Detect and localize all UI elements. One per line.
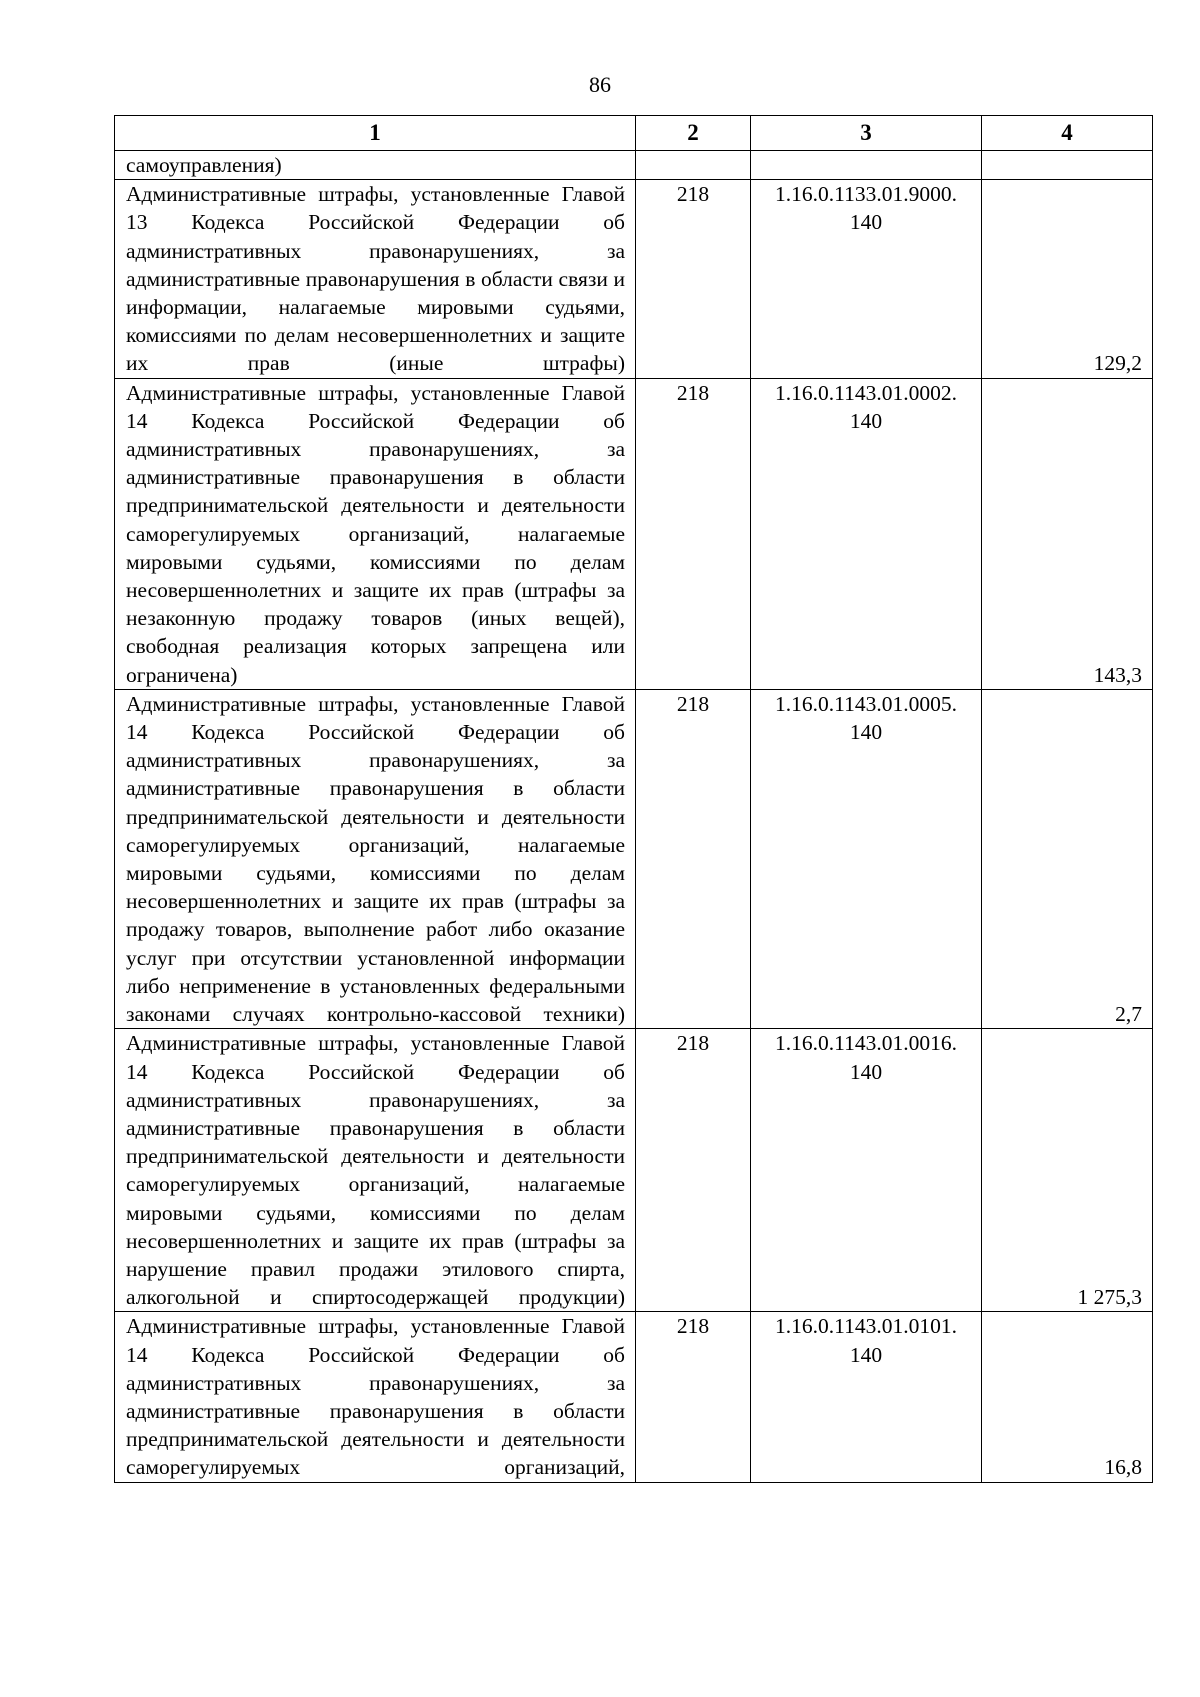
budget-code-line1: 1.16.0.1143.01.0101. bbox=[775, 1314, 957, 1339]
budget-code-line1: 1.16.0.1133.01.9000. bbox=[775, 182, 957, 207]
budget-code-line1: 1.16.0.1143.01.0005. bbox=[775, 691, 957, 716]
column-header-2: 2 bbox=[636, 116, 751, 151]
budget-code-line2: 140 bbox=[849, 1342, 883, 1367]
budget-table bbox=[114, 115, 1153, 1483]
row-admin-code: 218 bbox=[636, 1029, 751, 1312]
empty-cell bbox=[751, 151, 982, 180]
column-header-1: 1 bbox=[115, 116, 636, 151]
column-header-3: 3 bbox=[751, 116, 982, 151]
row-description: Административные штрафы, установленные Главой 14 Кодекса Российской Федерации об административных правонарушениях, за административные правонарушения в области предпринимательской деятельности и деятельности саморегулируемых организаций, налагаемые мировыми судьями, комиссиями по делам несовершеннолетних и защите их прав (штрафы за незаконную продажу товаров (иных вещей), свободная реализация которых запрещена или ограничена) bbox=[115, 378, 636, 689]
row-description: Административные штрафы, установленные Главой 14 Кодекса Российской Федерации об административных правонарушениях, за административные правонарушения в области предпринимательской деятельности и деятельности саморегулируемых организаций, налагаемые мировыми судьями, комиссиями по делам несовершеннолетних и защите их прав (штрафы за нарушение правил продажи этилового спирта, алкогольной и спиртосодержащей продукции) bbox=[115, 1029, 636, 1312]
budget-code-line2: 140 bbox=[849, 720, 883, 745]
row-amount: 129,2 bbox=[982, 180, 1153, 378]
row-budget-code bbox=[751, 1312, 982, 1482]
row-budget-code bbox=[751, 1029, 982, 1312]
column-header-4: 4 bbox=[982, 116, 1153, 151]
row-admin-code: 218 bbox=[636, 1312, 751, 1482]
row-budget-code bbox=[751, 378, 982, 689]
page-number: 86 bbox=[589, 72, 611, 97]
row-amount: 143,3 bbox=[982, 378, 1153, 689]
empty-cell bbox=[636, 151, 751, 180]
budget-code-line1: 1.16.0.1143.01.0002. bbox=[775, 380, 957, 405]
row-admin-code: 218 bbox=[636, 378, 751, 689]
table-row bbox=[115, 1029, 1153, 1312]
budget-code-line2: 140 bbox=[849, 210, 883, 235]
row-budget-code bbox=[751, 689, 982, 1028]
row-amount: 1 275,3 bbox=[982, 1029, 1153, 1312]
row-amount: 16,8 bbox=[982, 1312, 1153, 1482]
row-admin-code: 218 bbox=[636, 689, 751, 1028]
budget-code-line1: 1.16.0.1143.01.0016. bbox=[775, 1031, 957, 1056]
budget-code-line2: 140 bbox=[849, 408, 883, 433]
row-amount: 2,7 bbox=[982, 689, 1153, 1028]
row-description: Административные штрафы, установленные Главой 13 Кодекса Российской Федерации об административных правонарушениях, за административные правонарушения в области связи и информации, налагаемые мировыми судьями, комиссиями по делам несовершеннолетних и защите их прав (иные штрафы) bbox=[115, 180, 636, 378]
continuation-text: самоуправления) bbox=[115, 151, 636, 180]
empty-cell bbox=[982, 151, 1153, 180]
table-row bbox=[115, 378, 1153, 689]
table-row-continuation bbox=[115, 151, 1153, 180]
row-description: Административные штрафы, установленные Главой 14 Кодекса Российской Федерации об административных правонарушениях, за административные правонарушения в области предпринимательской деятельности и деятельности саморегулируемых организаций, налагаемые мировыми судьями, комиссиями по делам несовершеннолетних и защите их прав (штрафы за продажу товаров, выполнение работ либо оказание услуг при отсутствии установленной информации либо неприменение в установленных федеральными законами случаях контрольно-кассовой техники) bbox=[115, 689, 636, 1028]
budget-code-line2: 140 bbox=[849, 1059, 883, 1084]
table-row bbox=[115, 180, 1153, 378]
table-row bbox=[115, 1312, 1153, 1482]
row-admin-code: 218 bbox=[636, 180, 751, 378]
table-header-row bbox=[115, 116, 1153, 151]
table-row bbox=[115, 689, 1153, 1028]
row-budget-code bbox=[751, 180, 982, 378]
row-description: Административные штрафы, установленные Главой 14 Кодекса Российской Федерации об административных правонарушениях, за административные правонарушения в области предпринимательской деятельности и деятельности саморегулируемых организаций, bbox=[115, 1312, 636, 1482]
